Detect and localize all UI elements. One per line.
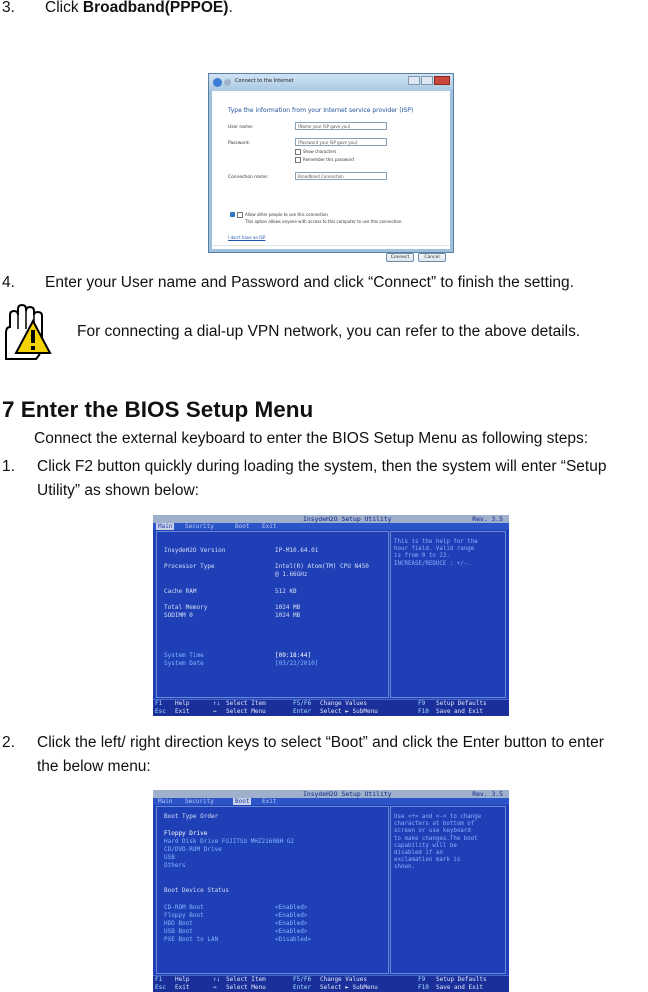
bios-titlebar xyxy=(153,515,509,523)
key-f10: F10 xyxy=(418,708,429,715)
key-updown: ↑↓ xyxy=(213,976,221,983)
bios-step-1 xyxy=(2,457,606,477)
boot-order-item: CD/DVD-ROM Drive xyxy=(164,846,222,853)
boot-order-item: USB xyxy=(164,854,175,861)
step-keyword: Broadband(PPPOE) xyxy=(82,0,229,16)
bios-revision: Rev. 3.5 xyxy=(472,790,503,798)
bios-menu-boot: Boot xyxy=(235,523,250,530)
bios-label: SODIMM 0 xyxy=(164,612,193,619)
vpn-note: For connecting a dial-up VPN network, you can refer to the above details. xyxy=(77,323,581,340)
bios-value: @ 1.66GHz xyxy=(275,571,308,578)
allow-others-label: Allow other people to use this connection xyxy=(245,212,328,217)
password-field: [Password your ISP gave you] xyxy=(295,138,387,146)
bios-title: InsydeH2O Setup Utility xyxy=(303,790,392,798)
bios-boot-panel xyxy=(156,806,389,974)
warning-hand-icon xyxy=(0,303,62,361)
key-f9: F9 xyxy=(418,700,426,707)
bios-footer xyxy=(153,975,509,992)
step-number: 4. xyxy=(2,274,15,291)
bios-value: IP-M10.64.01 xyxy=(275,547,319,554)
boot-status-label: HDD Boot xyxy=(164,920,193,927)
step-suffix: . xyxy=(228,0,233,16)
close-icon xyxy=(434,76,450,85)
password-label: Password: xyxy=(228,141,250,146)
footer-select-menu: Select Menu xyxy=(226,708,266,715)
boot-status-value: <Enabled> xyxy=(275,920,308,927)
bios-help-panel xyxy=(390,806,506,974)
allow-others-note: This option allows anyone with access to this computer to use this connection. xyxy=(245,219,403,224)
connect-button: Connect xyxy=(386,253,414,262)
key-enter: Enter xyxy=(293,708,312,715)
bios-menu-security: Security xyxy=(185,798,214,805)
step-3 xyxy=(2,0,233,18)
bios-menu-bar xyxy=(153,523,509,530)
bios-menu-bar xyxy=(153,798,509,805)
step-text: Enter your User name and Password and click “Connect” to finish the setting. xyxy=(45,274,574,291)
key-leftright: ↔ xyxy=(213,984,217,991)
step-text-line-1: Click F2 button quickly during loading the system, then the system will enter “Setup xyxy=(37,458,607,475)
bios-value: 1024 MB xyxy=(275,604,301,611)
bios-value: Intel(R) Atom(TM) CPU N450 xyxy=(275,563,369,570)
footer-exit: Exit xyxy=(175,708,190,715)
username-field: [Name your ISP gave you] xyxy=(295,122,387,130)
bios-title: InsydeH2O Setup Utility xyxy=(303,515,392,523)
boot-order-item: Hard Disk Drive FUJITSU MHZ2160BH G2 xyxy=(164,838,295,845)
footer-setup-defaults: Setup Defaults xyxy=(436,976,487,983)
username-label: User name: xyxy=(228,125,254,130)
key-esc: Esc xyxy=(155,708,166,715)
boot-status-label: PXE Boot to LAN xyxy=(164,936,219,943)
bios-label: System Date xyxy=(164,660,204,667)
step-text: Click xyxy=(45,0,83,16)
bios-titlebar xyxy=(153,790,509,798)
bios-menu-boot: Boot xyxy=(235,798,250,805)
footer-exit: Exit xyxy=(175,984,190,991)
footer-help: Help xyxy=(175,976,190,983)
key-f1: F1 xyxy=(155,700,163,707)
key-esc: Esc xyxy=(155,984,166,991)
key-f9: F9 xyxy=(418,976,426,983)
bios-label: Processor Type xyxy=(164,563,215,570)
bios-menu-security: Security xyxy=(185,523,214,530)
footer-select-item: Select Item xyxy=(226,700,266,707)
bios-menu-exit: Exit xyxy=(262,523,277,530)
key-f1: F1 xyxy=(155,976,163,983)
footer-save-exit: Save and Exit xyxy=(436,984,483,991)
back-arrow-icon xyxy=(213,78,222,87)
bios-menu-main: Main xyxy=(158,798,173,805)
bios-value: 512 KB xyxy=(275,588,297,595)
key-f10: F10 xyxy=(418,984,429,991)
dialog-separator xyxy=(212,245,450,246)
step-4 xyxy=(2,273,574,293)
show-characters-label: Show characters xyxy=(303,149,337,154)
dialog-titlebar xyxy=(209,74,453,91)
bios-label: Total Memory xyxy=(164,604,208,611)
step-number: 2. xyxy=(2,734,15,751)
boot-status-label: Floppy Boot xyxy=(164,912,204,919)
footer-select-menu: Select Menu xyxy=(226,984,266,991)
bios-step-2 xyxy=(2,733,604,753)
step-number: 1. xyxy=(2,458,15,475)
boot-status-label: USB Boot xyxy=(164,928,193,935)
boot-order-item: Floppy Drive xyxy=(164,830,208,837)
bios-step-1-line-2: Utility” as shown below: xyxy=(37,482,199,499)
key-updown: ↑↓ xyxy=(213,700,221,707)
key-f5f6: F5/F6 xyxy=(293,700,312,707)
remember-password-label: Remember this password xyxy=(303,157,354,162)
bios-label: System Time xyxy=(164,652,204,659)
section-intro: Connect the external keyboard to enter the BIOS Setup Menu as following steps: xyxy=(34,430,589,447)
step-number: 3. xyxy=(2,0,15,16)
bios-value: [09:18:44] xyxy=(275,652,312,659)
connection-name-field: Broadband Connection xyxy=(295,172,387,180)
step-text-line-1: Click the left/ right direction keys to select “Boot” and click the Enter button to enter xyxy=(37,734,604,751)
bios-step-2-line-2: the below menu: xyxy=(37,758,151,775)
remember-password-checkbox xyxy=(295,157,354,163)
footer-select-submenu: Select ► SubMenu xyxy=(320,984,378,991)
footer-change-values: Change Values xyxy=(320,976,367,983)
bios-help-text: Use <+> and <-> to change characters at bottom of screen or use keyboard to make changes.The boot capability will be disabled if an exclamation mark is shown. xyxy=(394,814,482,871)
bios-footer xyxy=(153,699,509,716)
bios-help-panel xyxy=(390,531,506,698)
cancel-button: Cancel xyxy=(418,253,446,262)
footer-change-values: Change Values xyxy=(320,700,367,707)
boot-order-item: Others xyxy=(164,862,186,869)
bios-menu-exit: Exit xyxy=(262,798,277,805)
bios-value: [03/22/2010] xyxy=(275,660,319,667)
footer-select-item: Select Item xyxy=(226,976,266,983)
bios-main-panel xyxy=(156,531,389,698)
dialog-body xyxy=(212,91,450,260)
bios-label: InsydeH2O Version xyxy=(164,547,226,554)
allow-others-checkbox xyxy=(237,212,328,218)
forward-arrow-icon xyxy=(224,79,231,86)
bios-help-text: This is the help for the hour field. Valid range is from 0 to 23. INCREASE/REDUCE : +/-. xyxy=(394,539,478,567)
footer-save-exit: Save and Exit xyxy=(436,708,483,715)
boot-status-title: Boot Device Status xyxy=(164,887,230,894)
bios-value: 1024 MB xyxy=(275,612,301,619)
connection-name-label: Connection name: xyxy=(228,175,269,180)
boot-status-label: CD-ROM Boot xyxy=(164,904,204,911)
maximize-icon xyxy=(421,76,433,85)
key-f5f6: F5/F6 xyxy=(293,976,312,983)
dialog-title: Connect to the Internet xyxy=(235,78,294,84)
no-isp-link: I don't have an ISP xyxy=(228,235,266,240)
key-enter: Enter xyxy=(293,984,312,991)
footer-help: Help xyxy=(175,700,190,707)
shield-icon xyxy=(230,212,235,217)
boot-status-value: <Enabled> xyxy=(275,904,308,911)
boot-status-value: <Disabled> xyxy=(275,936,312,943)
boot-status-value: <Enabled> xyxy=(275,928,308,935)
dialog-heading: Type the information from your Internet service provider (ISP) xyxy=(228,107,414,114)
bios-revision: Rev. 3.5 xyxy=(472,515,503,523)
section-title: 7 Enter the BIOS Setup Menu xyxy=(2,397,314,422)
boot-status-value: <Enabled> xyxy=(275,912,308,919)
bios-menu-main: Main xyxy=(158,523,173,530)
window-controls xyxy=(408,76,450,85)
minimize-icon xyxy=(408,76,420,85)
connect-dialog-screenshot xyxy=(208,73,454,260)
bios-boot-screenshot xyxy=(153,790,509,992)
footer-setup-defaults: Setup Defaults xyxy=(436,700,487,707)
bios-label: Cache RAM xyxy=(164,588,197,595)
show-characters-checkbox xyxy=(295,149,336,155)
key-leftright: ↔ xyxy=(213,708,217,715)
footer-select-submenu: Select ► SubMenu xyxy=(320,708,378,715)
bios-main-screenshot xyxy=(153,515,509,716)
boot-order-title: Boot Type Order xyxy=(164,813,219,820)
